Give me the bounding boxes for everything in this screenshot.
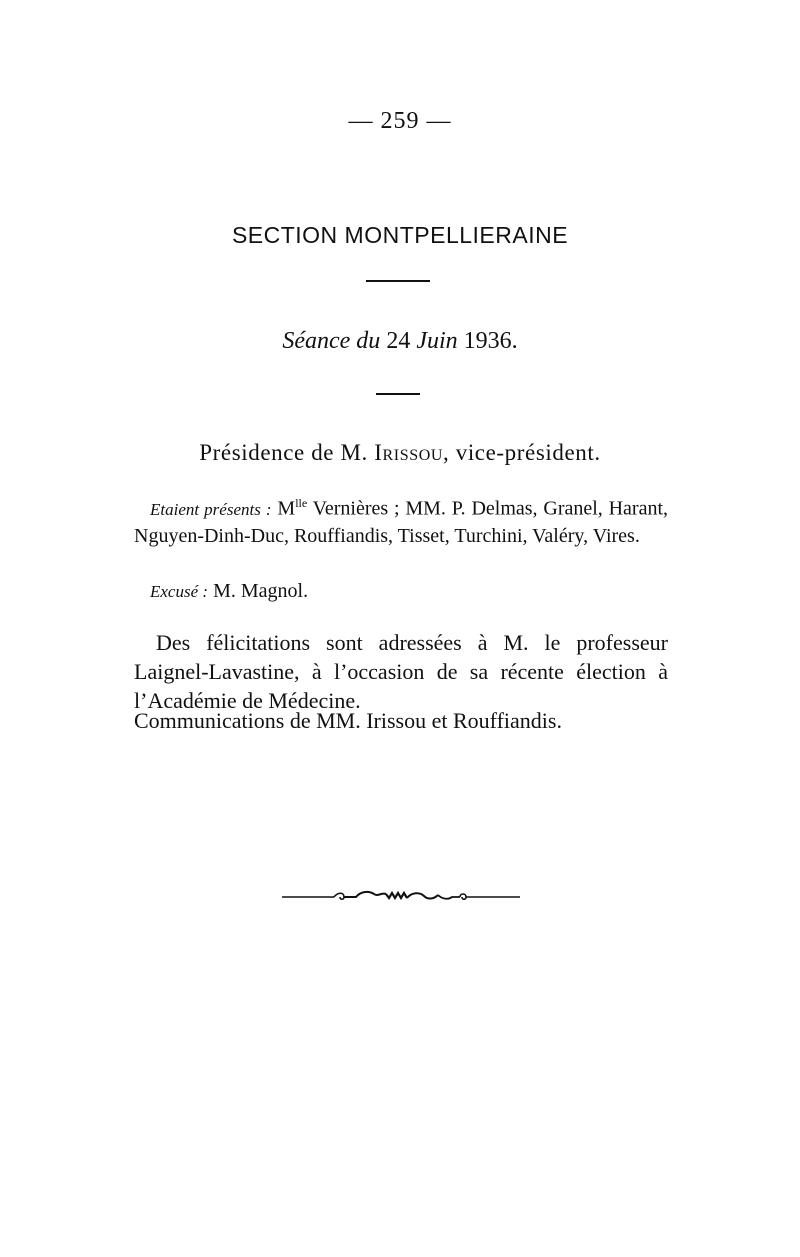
excused-list: M. Magnol.	[208, 580, 309, 602]
divider-rule	[376, 393, 420, 395]
communications-text: Communications de MM. Irissou et Rouffiandis.	[134, 708, 562, 733]
mlle-abbrev: M	[277, 497, 296, 520]
page-number: — 259 —	[348, 108, 452, 134]
tailpiece-ornament	[282, 886, 520, 906]
seance-prefix: Séance du	[282, 328, 381, 354]
section-title: SECTION MONTPELLIERAINE	[231, 222, 569, 248]
divider-rule	[366, 280, 430, 282]
attendees-label: Etaient présents :	[150, 499, 272, 519]
president-role: vice-président.	[455, 440, 601, 465]
congratulations-text: Des félicitations sont adressées à M. le professeur Laignel-Lavastine, à l’occasion de sa récente élection à l’Académie de Médecine.	[134, 630, 668, 713]
mlle-superscript: lle	[295, 496, 308, 510]
attendees-list: Vernières ; MM. P. Delmas, Granel, Harant, Nguyen-Dinh-Duc, Rouffiandis, Tisset, Turchini, Valéry, Vires.	[134, 497, 669, 547]
excused-label: Excusé :	[150, 582, 209, 601]
seance-date	[0, 328, 800, 355]
congratulations-paragraph	[134, 628, 668, 715]
attendees-paragraph	[134, 490, 668, 549]
seance-year: 1936.	[463, 328, 518, 354]
president-name: Irissou,	[374, 440, 450, 465]
seance-day: 24	[386, 328, 411, 354]
presidence-prefix: Présidence de M.	[199, 440, 368, 465]
excused-paragraph	[134, 578, 668, 605]
communications-paragraph	[134, 706, 668, 735]
seance-month: Juin	[416, 328, 458, 354]
presidence-line	[0, 440, 800, 466]
